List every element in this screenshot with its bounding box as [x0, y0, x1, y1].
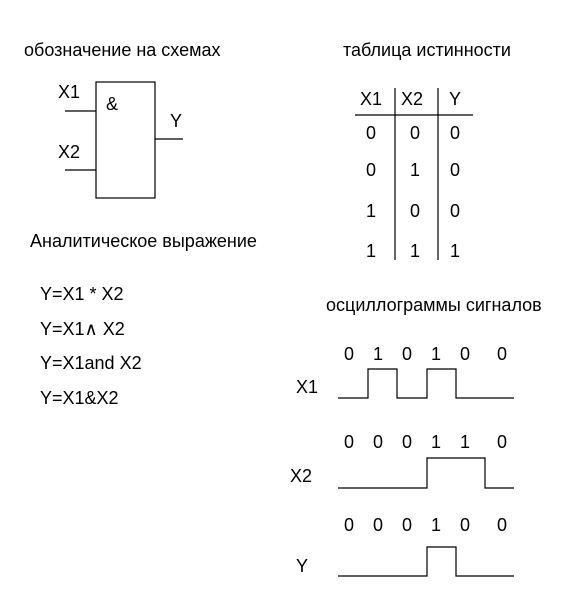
waveform-name-y: Y	[296, 556, 309, 576]
truth-table-heading: таблица истинности	[343, 40, 511, 60]
waveform-bit: 0	[402, 432, 413, 452]
waveforms-heading: осциллограммы сигналов	[326, 295, 542, 315]
waveform-bit: 1	[373, 344, 384, 364]
truth-table-cell: 0	[410, 201, 421, 221]
expression-line: Y=X1 * X2	[40, 284, 124, 304]
truth-table-cell: 1	[450, 241, 461, 261]
waveform-bit: 0	[460, 344, 471, 364]
waveform-bit: 0	[344, 515, 355, 535]
waveform-bit: 0	[497, 344, 508, 364]
waveform-bit: 1	[460, 432, 471, 452]
waveform-traces	[338, 369, 514, 576]
input-label-x2: X2	[58, 142, 81, 162]
expression-heading: Аналитическое выражение	[30, 231, 257, 251]
truth-table-cell: 1	[366, 201, 377, 221]
waveform-bit: 0	[402, 515, 413, 535]
waveform-name-x2: X2	[290, 466, 313, 486]
output-label-y: Y	[170, 111, 183, 131]
truth-table-cell: 0	[450, 201, 461, 221]
waveform-bit: 0	[497, 515, 508, 535]
gate-label: &	[106, 94, 119, 114]
truth-table-cell: 0	[410, 123, 421, 143]
expression-line: Y=X1and X2	[40, 353, 142, 373]
symbol-heading: обозначение на схемах	[24, 40, 221, 60]
waveform-trace-y	[338, 547, 514, 576]
waveform-bit: 0	[344, 344, 355, 364]
truth-table-header-x2: X2	[401, 89, 424, 109]
waveform-bit: 0	[402, 344, 413, 364]
waveform-bit: 0	[497, 432, 508, 452]
waveform-bit: 1	[431, 344, 442, 364]
truth-table-header-x1: X1	[360, 89, 383, 109]
waveform-bit: 1	[431, 515, 442, 535]
truth-table-cell: 1	[366, 241, 377, 261]
waveform-bit: 0	[373, 432, 384, 452]
truth-table-header-y: Y	[449, 89, 462, 109]
waveform-bit: 1	[431, 432, 442, 452]
truth-table-cell: 0	[366, 123, 377, 143]
expression-line: Y=X1∧ X2	[40, 319, 125, 339]
truth-table-cell: 1	[410, 160, 421, 180]
truth-table-cell: 0	[366, 160, 377, 180]
truth-table-cell: 0	[450, 123, 461, 143]
and-gate-box	[96, 82, 155, 198]
waveform-bit: 0	[460, 515, 471, 535]
waveform-bit: 0	[344, 432, 355, 452]
truth-table-cell: 1	[410, 241, 421, 261]
waveform-bit: 0	[373, 515, 384, 535]
input-label-x1: X1	[58, 82, 81, 102]
truth-table-cell: 0	[450, 160, 461, 180]
waveform-name-x1: X1	[296, 377, 319, 397]
waveform-trace-x1	[338, 369, 514, 398]
expression-line: Y=X1&X2	[40, 388, 119, 408]
waveform-trace-x2	[338, 458, 514, 488]
